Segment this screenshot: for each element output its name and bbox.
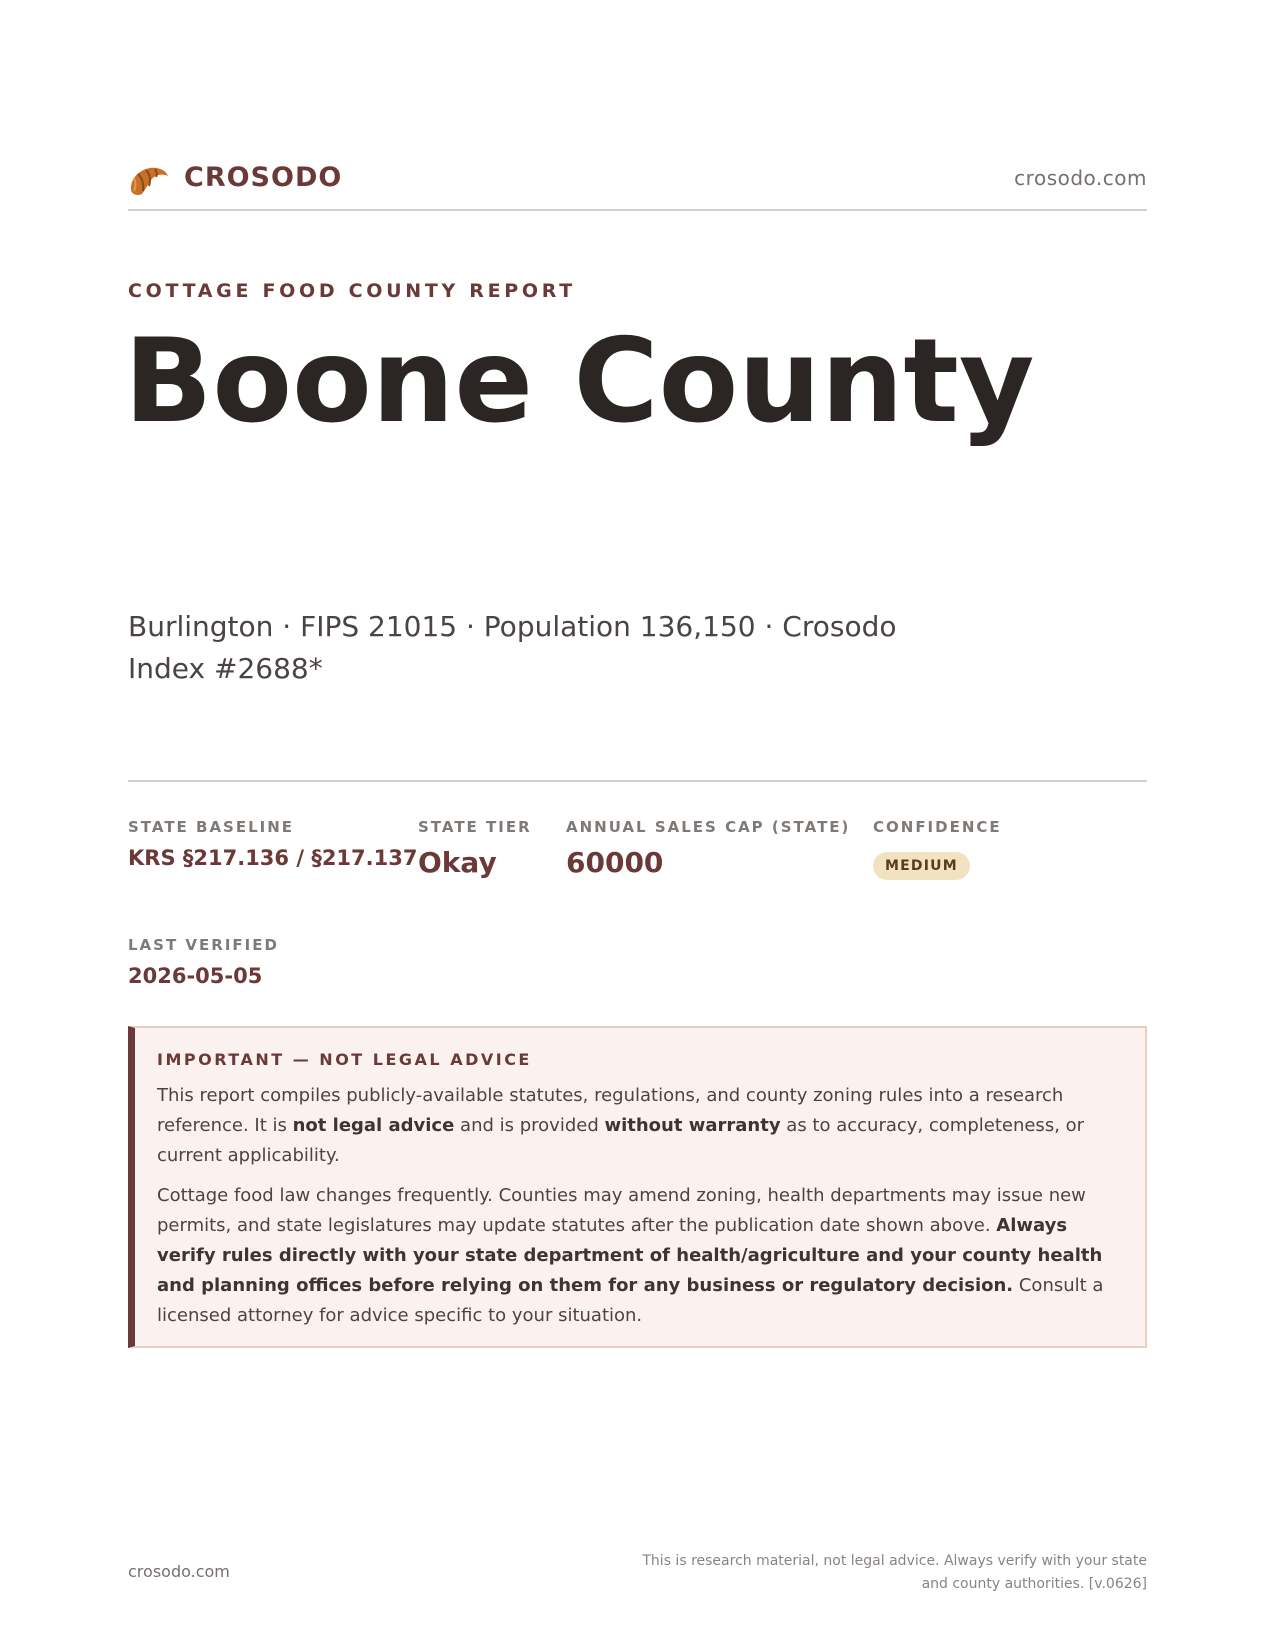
notice-paragraph-2 — [157, 1181, 1119, 1331]
report-kicker: COTTAGE FOOD COUNTY REPORT — [128, 280, 576, 302]
county-subtitle: Burlington · FIPS 21015 · Population 136,150 · Crosodo Index #2688* — [128, 610, 897, 685]
stat-label: ANNUAL SALES CAP (STATE) — [566, 818, 851, 836]
stat-value: KRS §217.136 / §217.137 — [128, 846, 418, 870]
stat-value: Okay — [418, 846, 497, 879]
notice-emphasis: without warranty — [604, 1115, 781, 1136]
notice-emphasis: not legal advice — [292, 1115, 455, 1136]
page-title: Boone County — [124, 314, 1035, 449]
legal-notice — [128, 1026, 1147, 1348]
report-page — [124, 0, 1147, 1650]
stat-value: 60000 — [566, 846, 664, 879]
footer-url[interactable]: crosodo.com — [128, 1562, 230, 1581]
site-url[interactable]: crosodo.com — [1014, 166, 1147, 190]
notice-emphasis: Always verify rules directly with your state department of health/agriculture and your county health and planning offices before relying on them for any business or regulatory decision. — [157, 1215, 1103, 1296]
notice-paragraph-1 — [157, 1081, 1119, 1171]
stat-label: STATE BASELINE — [128, 818, 295, 836]
section-divider — [128, 780, 1147, 782]
notice-text: as to accuracy, completeness, or current applicability. — [157, 1115, 1085, 1166]
header-divider — [128, 209, 1147, 211]
stat-state-tier — [418, 818, 532, 879]
status-badge: MEDIUM — [873, 852, 970, 880]
stat-state-baseline — [128, 818, 417, 870]
croissant-icon — [128, 160, 170, 200]
notice-text: Consult a licensed attorney for advice specific to your situation. — [157, 1275, 1104, 1326]
notice-title: IMPORTANT — NOT LEGAL ADVICE — [157, 1050, 532, 1069]
notice-text: This report compiles publicly-available statutes, regulations, and county zoning rules into a research reference. It is — [157, 1085, 1064, 1136]
notice-text: and is provided — [454, 1115, 605, 1136]
stat-label: STATE TIER — [418, 818, 532, 836]
brand-header — [128, 158, 1147, 202]
stat-label: LAST VERIFIED — [128, 936, 279, 954]
stat-label: CONFIDENCE — [873, 818, 1002, 836]
stat-last-verified — [128, 936, 279, 988]
stat-confidence — [873, 818, 1002, 880]
stat-sales-cap — [566, 818, 850, 879]
notice-text: Cottage food law changes frequently. Counties may amend zoning, health departments may issue new permits, and state legislatures may update statutes after the publication date shown above. — [157, 1185, 1086, 1236]
footer-disclaimer: This is research material, not legal advice. Always verify with your state and county authorities. [v.0626] — [642, 1553, 1147, 1592]
stat-value: 2026-05-05 — [128, 964, 263, 988]
brand-name: CROSODO — [184, 162, 343, 193]
